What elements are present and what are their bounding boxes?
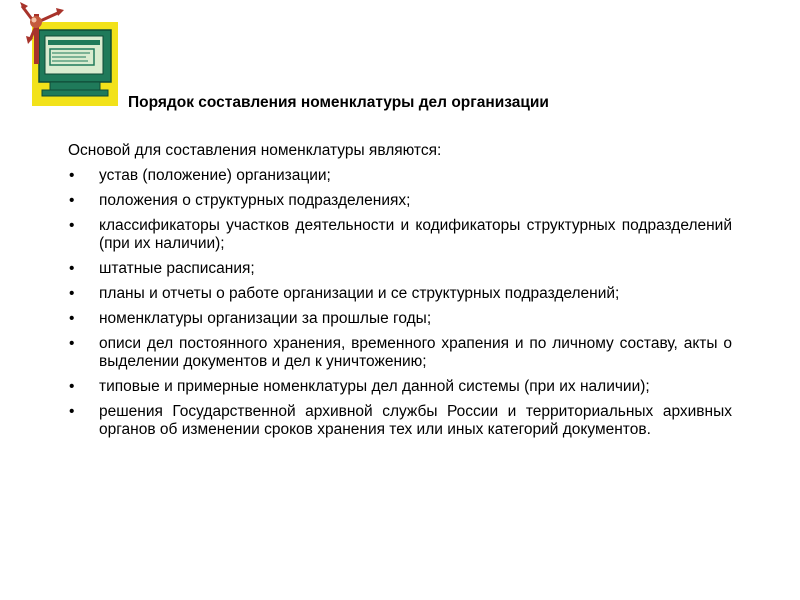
- list-item: [68, 403, 732, 439]
- list-item-text: номенклатуры организации за прошлые годы;: [99, 310, 432, 327]
- bullet-list: [68, 167, 732, 439]
- list-item-text: типовые и примерные номенклатуры дел данной системы (при их наличии);: [99, 378, 650, 395]
- page-title: Порядок составления номенклатуры дел организации: [128, 94, 549, 111]
- bullet-marker: •: [69, 167, 75, 184]
- bullet-marker: •: [69, 285, 75, 302]
- bullet-marker: •: [69, 403, 75, 420]
- intro-text: Основой для составления номенклатуры являются:: [68, 142, 442, 159]
- computer-monitor-icon: [20, 0, 130, 110]
- bullet-marker: •: [69, 310, 75, 327]
- bullet-marker: •: [69, 335, 75, 352]
- list-item: [68, 285, 732, 303]
- list-item-text: описи дел постоянного хранения, временного храпения и по личному составу, акты о выделении документов и дел к уничтожению;: [99, 335, 732, 370]
- list-item: [68, 378, 732, 396]
- bullet-marker: •: [69, 260, 75, 277]
- list-item: [68, 192, 732, 210]
- list-item-text: планы и отчеты о работе организации и се структурных подразделений;: [99, 285, 620, 302]
- list-item-text: положения о структурных подразделениях;: [99, 192, 411, 209]
- list-item-text: штатные расписания;: [99, 260, 255, 277]
- list-item: [68, 260, 732, 278]
- list-item-text: классификаторы участков деятельности и кодификаторы структурных подразделений (при их наличии);: [99, 217, 732, 252]
- bullet-marker: •: [69, 217, 75, 234]
- list-item: [68, 167, 732, 185]
- list-item-text: решения Государственной архивной службы России и территориальных архивных органов об изменении сроков хранения тех или иных категорий документов.: [99, 403, 732, 438]
- bullet-marker: •: [69, 192, 75, 209]
- list-item-text: устав (положение) организации;: [99, 167, 331, 184]
- list-item: [68, 217, 732, 253]
- bullet-marker: •: [69, 378, 75, 395]
- document-body: [68, 142, 732, 446]
- list-item: [68, 310, 732, 328]
- list-item: [68, 335, 732, 371]
